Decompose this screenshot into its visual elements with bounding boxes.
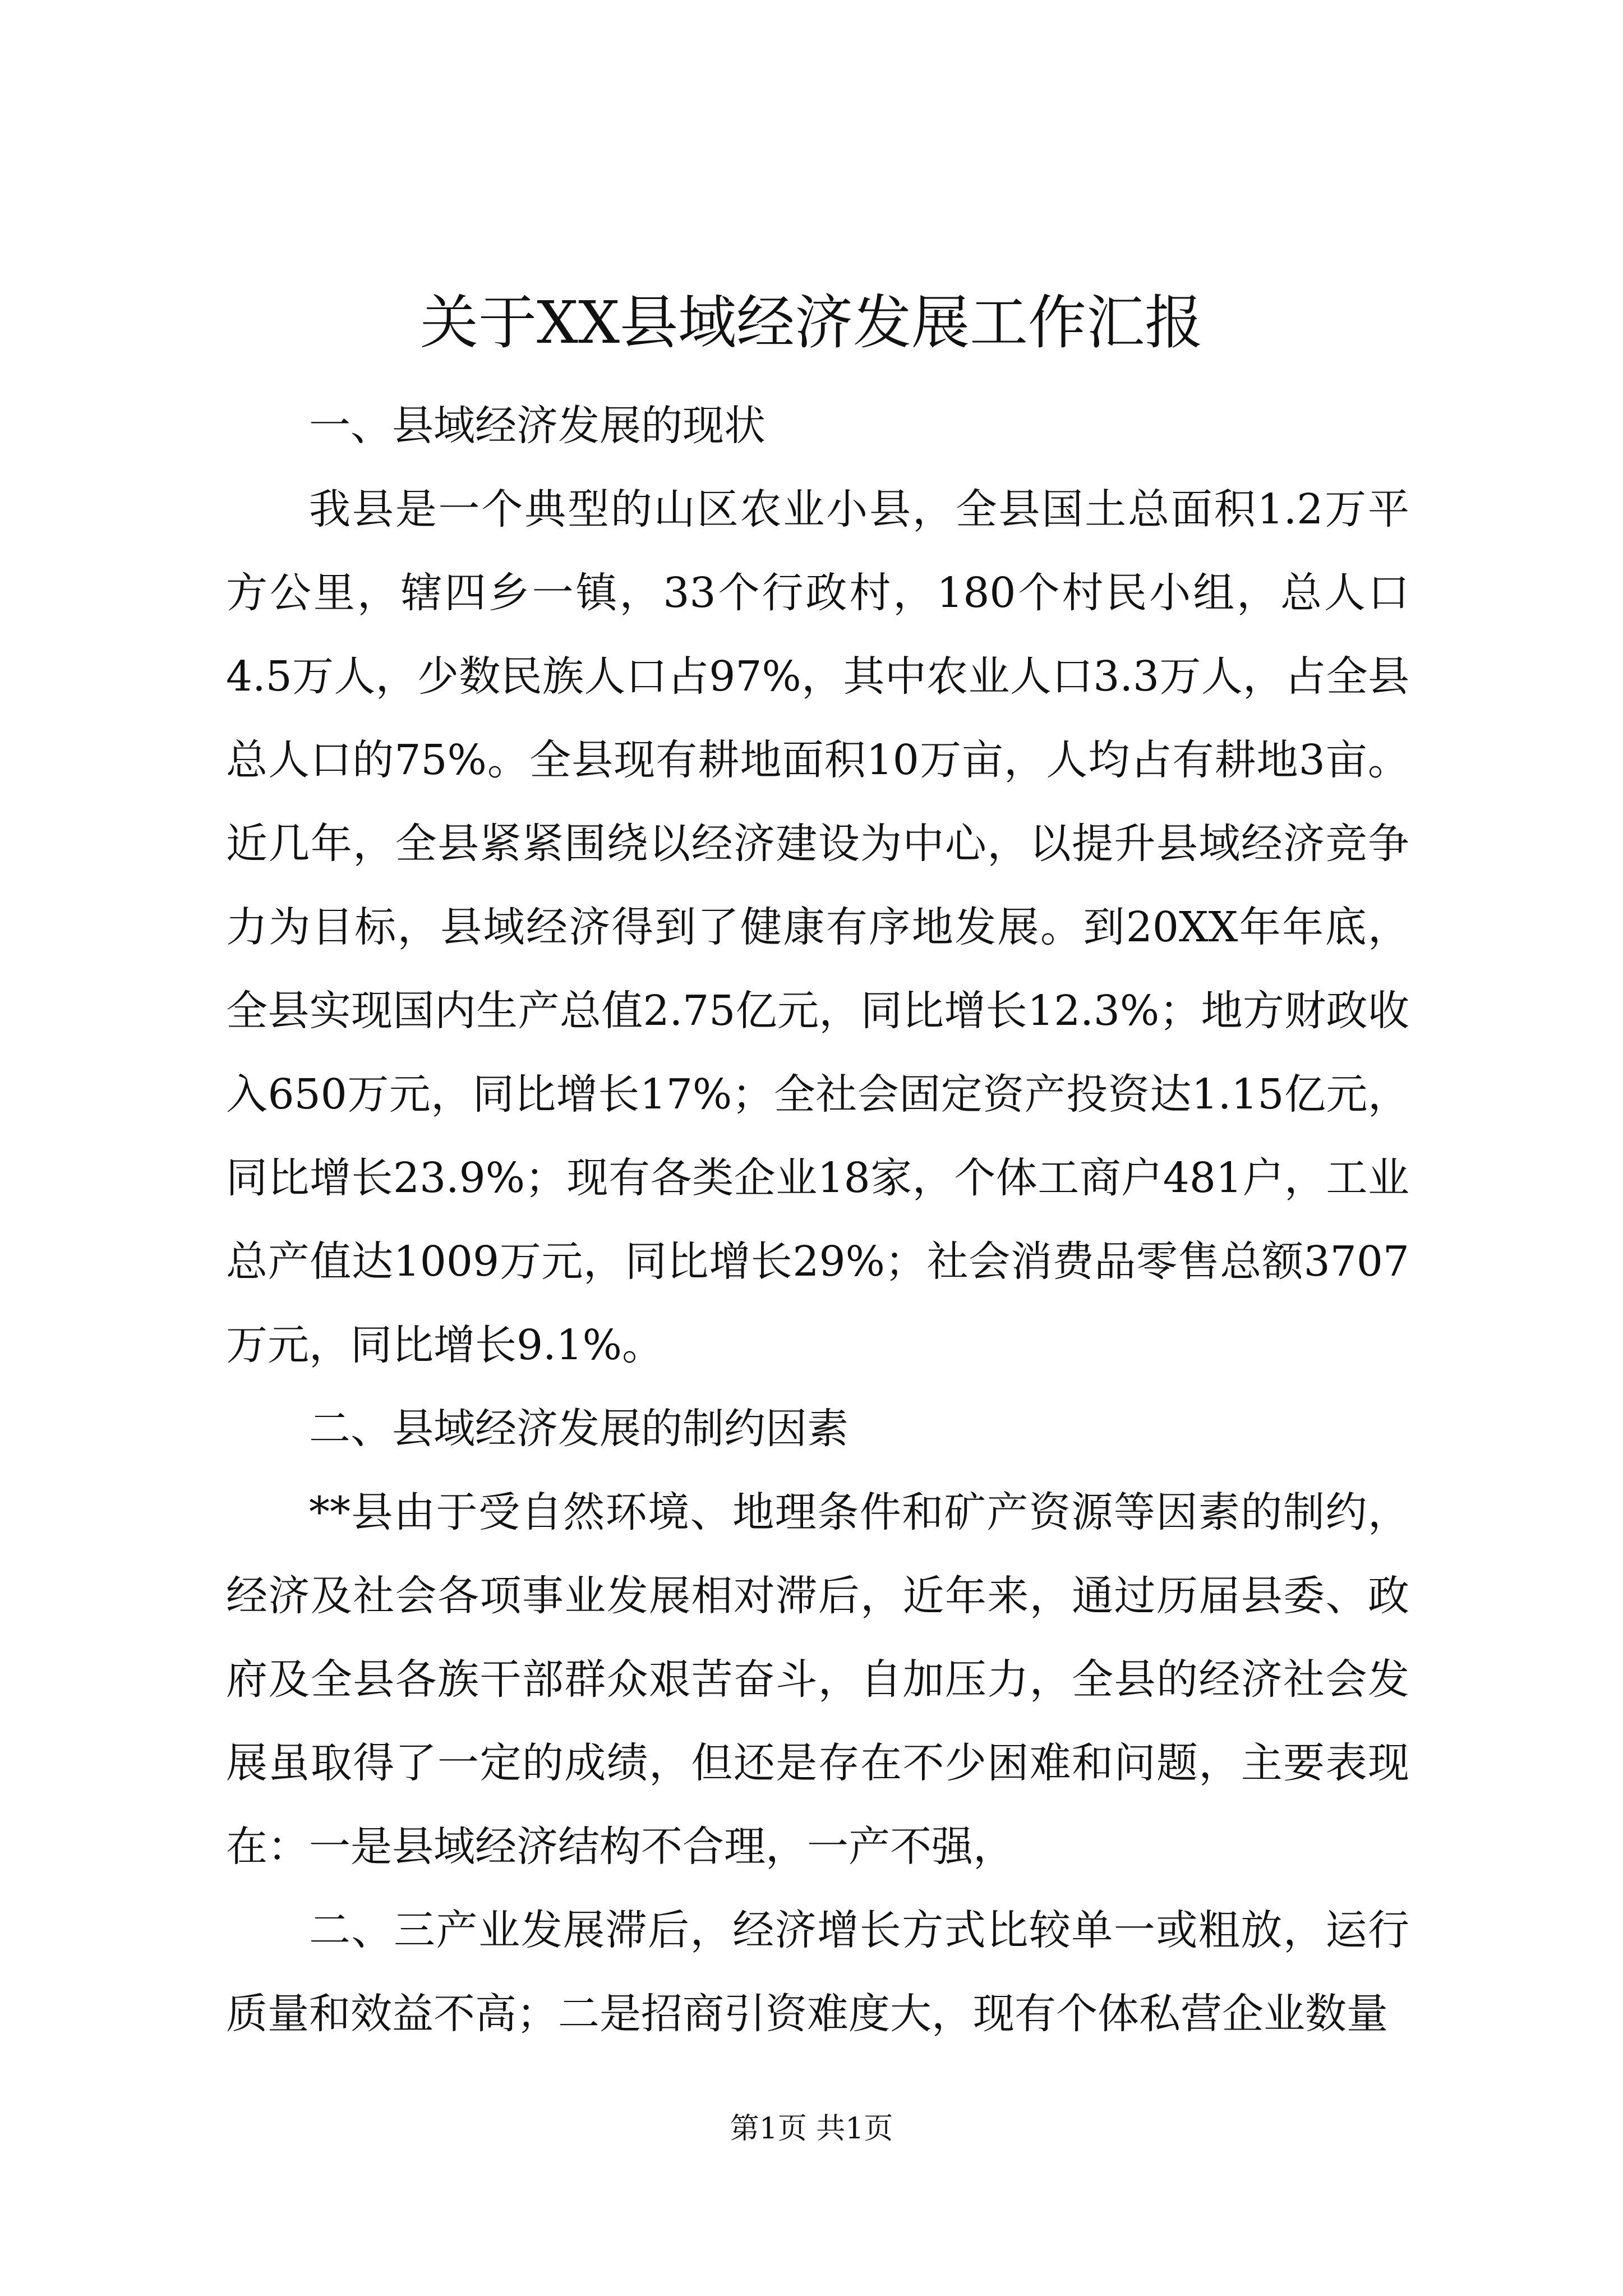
page-footer: 第1页 共1页 xyxy=(730,2112,893,2146)
document-title: 关于XX县域经济发展工作汇报 xyxy=(419,288,1204,357)
body-paragraph: 我县是一个典型的山区农业小县，全县国土总面积1.2万平方公里，辖四乡一镇，33个行政村，180个村民小组，总人口4.5万人，少数民族人口占97%，其中农业人口3.3万人，占全县总人口的75%。全县现有耕地面积10万亩，人均占有耕地3亩。近几年，全县紧紧围绕以经济建设为中心，以提升县域经济竞争力为目标，县域经济得到了健康有序地发展。到20XX年年底，全县实现国内生产总值2.75亿元，同比增长12.3%；地方财政收入650万元，同比增长17%；全社会固定资产投资达1.15亿元，同比增长23.9%；现有各类企业18家，个体工商户481户，工业总产值达1009万元，同比增长29%；社会消费品零售总额3707万元，同比增长9.1%。 xyxy=(226,485,1409,1369)
body-paragraph: **县由于受自然环境、地理条件和矿产资源等因素的制约，经济及社会各项事业发展相对滞后，近年来，通过历届县委、政府及全县各族干部群众艰苦奋斗，自加压力，全县的经济社会发展虽取得了一定的成绩，但还是存在不少困难和问题，主要表现在：一是县域经济结构不合理，一产不强， xyxy=(226,1488,1409,1871)
document-body xyxy=(226,384,1409,2056)
section-heading: 二、县域经济发展的制约因素 xyxy=(309,1405,849,1453)
section-heading: 一、县域经济发展的现状 xyxy=(309,402,766,450)
body-paragraph: 二、三产业发展滞后，经济增长方式比较单一或粗放，运行质量和效益不高；二是招商引资难度大，现有个体私营企业数量 xyxy=(226,1906,1409,2038)
